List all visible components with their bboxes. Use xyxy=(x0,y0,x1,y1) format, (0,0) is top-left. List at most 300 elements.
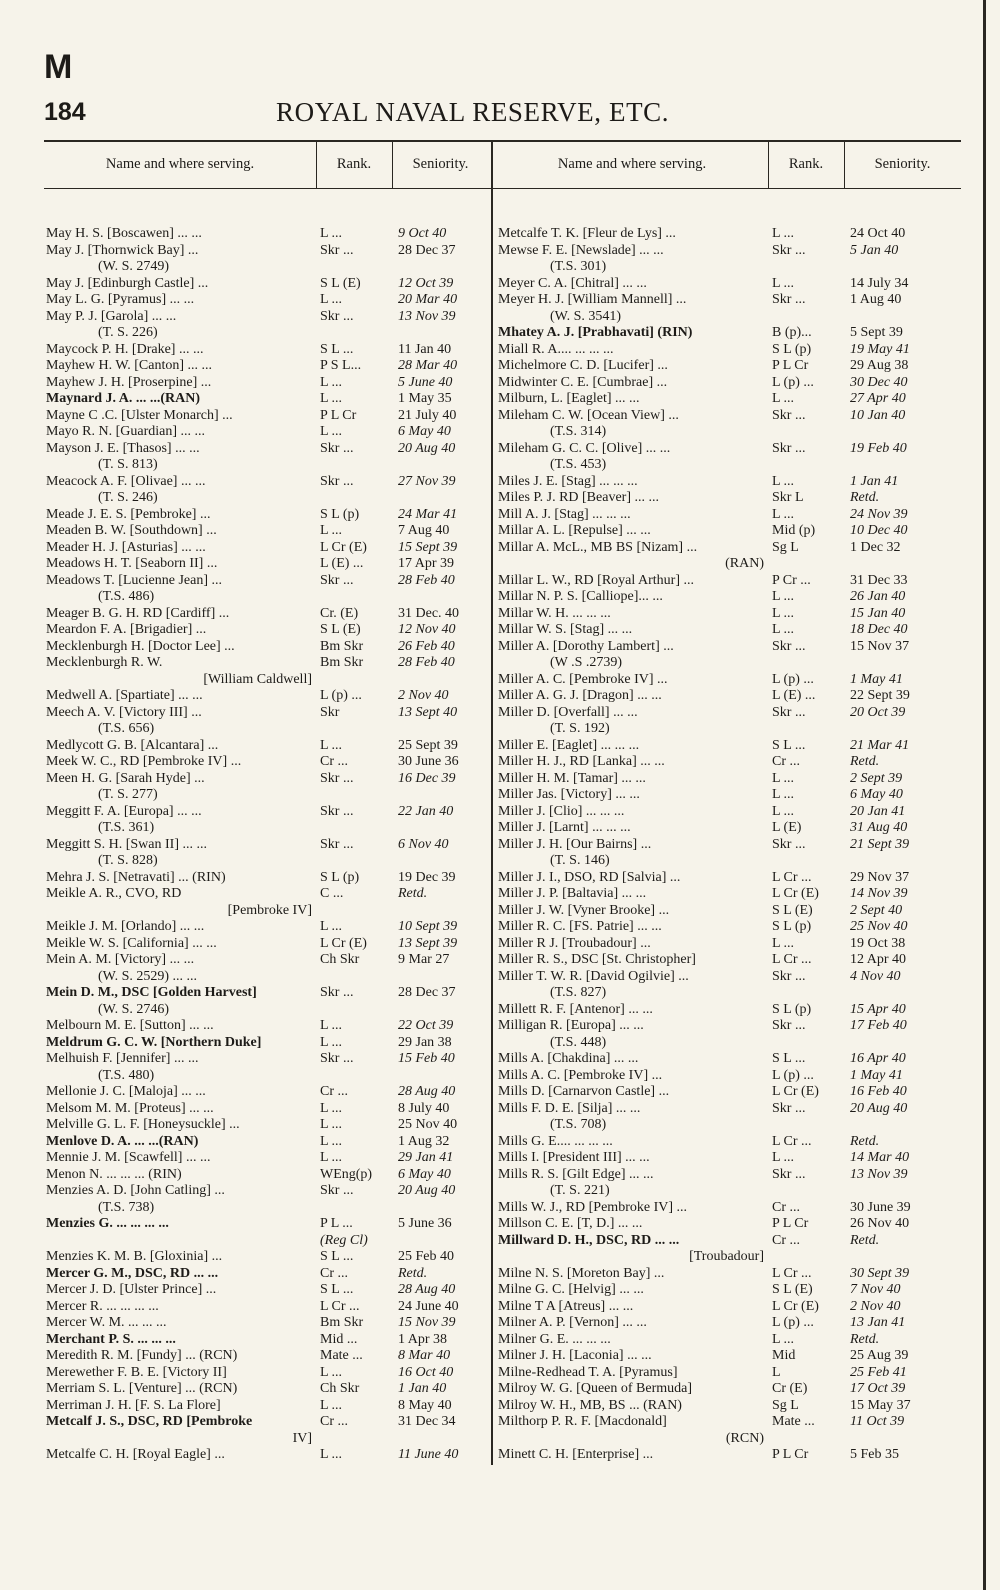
entry-name: May H. S. [Boscawen] ... ... xyxy=(46,226,202,241)
entry-seniority: 15 Apr 40 xyxy=(850,1001,906,1017)
entry-rank: L ... xyxy=(772,787,795,802)
entry-name: Millett R. F. [Antenor] ... ... xyxy=(498,1001,653,1017)
entry-name: Meech A. V. [Victory III] ... xyxy=(46,704,202,720)
entry-name: Mecklenburgh R. W. xyxy=(46,655,163,670)
list-item xyxy=(496,622,961,639)
entry-rank: Ch Skr xyxy=(320,1381,360,1396)
entry-name: Millar W. H. ... ... ... xyxy=(498,605,611,621)
entry-name: Menlove D. A. ... ...(RAN) xyxy=(46,1133,199,1149)
entry-seniority: 17 Apr 39 xyxy=(398,556,454,571)
entry-name: Milroy W. H., MB, BS ... (RAN) xyxy=(498,1397,682,1413)
entry-name: Meredith R. M. [Fundy] ... (RCN) xyxy=(46,1348,238,1363)
list-item xyxy=(44,1282,489,1299)
entry-rank: L ... xyxy=(320,391,343,406)
entry-seniority: 29 Nov 37 xyxy=(850,869,910,885)
entry-name: Mileham C. W. [Ocean View] ... xyxy=(498,407,679,423)
entry-name: Meikle J. M. [Orlando] ... ... xyxy=(46,919,205,934)
list-item xyxy=(496,1117,961,1134)
entry-seniority: 15 Sept 39 xyxy=(398,539,458,555)
entry-name: (T. S. 146) xyxy=(550,853,610,868)
entry-seniority: 15 May 37 xyxy=(850,1397,911,1413)
entry-rank: Cr ... xyxy=(320,1084,348,1099)
list-item xyxy=(44,1233,489,1250)
entry-seniority: 30 June 39 xyxy=(850,1199,911,1215)
list-item xyxy=(44,1315,489,1332)
page-title: ROYAL NAVAL RESERVE, ETC. xyxy=(276,97,670,127)
entry-name: Menzies K. M. B. [Gloxinia] ... xyxy=(46,1249,223,1264)
entry-name: (W. S. 2529) ... ... xyxy=(98,968,198,984)
entry-seniority: Retd. xyxy=(850,1133,880,1149)
entry-name: (W. S. 2749) xyxy=(98,259,170,274)
list-item xyxy=(44,226,489,243)
entry-rank: L ... xyxy=(772,506,795,522)
entry-rank: Skr ... xyxy=(320,1051,354,1066)
entry-rank: L ... xyxy=(772,605,795,621)
entry-rank: Skr ... xyxy=(772,440,806,456)
entry-rank: P S L... xyxy=(320,358,362,373)
list-item xyxy=(44,1216,489,1233)
right-column xyxy=(496,140,961,1465)
right-entries xyxy=(496,226,961,1464)
list-item xyxy=(44,688,489,705)
entry-rank: S L (p) xyxy=(320,506,360,522)
entry-name: Milroy W. G. [Queen of Bermuda] xyxy=(498,1381,693,1396)
list-item xyxy=(44,787,489,804)
list-item xyxy=(496,1249,961,1266)
entry-seniority: 25 Feb 40 xyxy=(398,1249,454,1264)
entry-seniority: 11 Oct 39 xyxy=(850,1414,905,1429)
list-item xyxy=(44,243,489,260)
entry-name: Millson C. E. [T, D.] ... ... xyxy=(498,1216,643,1231)
entry-seniority: 5 Feb 35 xyxy=(850,1447,899,1462)
entry-seniority: 28 Mar 40 xyxy=(398,358,458,373)
entry-name: Miles P. J. RD [Beaver] ... ... xyxy=(498,490,659,505)
entry-seniority: 18 Dec 40 xyxy=(850,622,908,637)
entry-rank: L Cr ... xyxy=(320,1298,360,1314)
entry-rank: S L ... xyxy=(772,737,806,753)
entry-name: Milne G. C. [Helvig] ... ... xyxy=(498,1282,644,1297)
entry-rank: Skr ... xyxy=(772,968,806,984)
entry-name: (T. S. 246) xyxy=(98,490,158,505)
list-item xyxy=(44,1200,489,1217)
entry-rank: Mid ... xyxy=(320,1331,358,1347)
entry-name: Meyer C. A. [Chitral] ... ... xyxy=(498,275,647,291)
entry-name: Meadows H. T. [Seaborn II] ... xyxy=(46,556,218,571)
entry-name: Menzies A. D. [John Catling] ... xyxy=(46,1183,225,1198)
entry-name: (RCN) xyxy=(725,1430,764,1446)
entry-name: Melbourn M. E. [Sutton] ... ... xyxy=(46,1018,214,1033)
list-item xyxy=(496,1447,961,1464)
entry-name: Miller J. [Larnt] ... ... ... xyxy=(498,820,631,835)
list-item xyxy=(496,721,961,738)
entry-name: Midwinter C. E. [Cumbrae] ... xyxy=(498,374,668,390)
list-item xyxy=(496,1018,961,1035)
list-item xyxy=(496,573,961,590)
entry-seniority: 14 July 34 xyxy=(850,275,909,291)
list-item xyxy=(496,474,961,491)
entry-rank: L Cr (E) xyxy=(772,1084,819,1099)
entry-name: Meggitt S. H. [Swan II] ... ... xyxy=(46,836,207,852)
entry-rank: L ... xyxy=(320,1133,343,1149)
entry-name: Meardon F. A. [Brigadier] ... xyxy=(46,622,207,637)
list-item xyxy=(44,259,489,276)
entry-seniority: 12 Nov 40 xyxy=(398,622,456,637)
entry-name: (W. S. 2746) xyxy=(98,1001,170,1017)
entry-seniority: 28 Feb 40 xyxy=(398,655,455,670)
entry-name: Maycock P. H. [Drake] ... ... xyxy=(46,341,204,357)
list-item xyxy=(44,804,489,821)
list-item xyxy=(44,622,489,639)
entry-name: (T.S. 656) xyxy=(98,721,155,736)
entry-rank: L (E) ... xyxy=(320,556,364,571)
entry-seniority: 26 Feb 40 xyxy=(398,638,455,654)
entry-seniority: 20 Mar 40 xyxy=(398,292,458,307)
entry-seniority: 24 Nov 39 xyxy=(850,506,908,522)
entry-rank: L Cr (E) xyxy=(320,935,367,951)
list-item xyxy=(496,507,961,524)
entry-rank: Mate ... xyxy=(772,1414,815,1429)
entry-name: (T.S. 708) xyxy=(550,1117,607,1132)
entry-seniority: 20 Jan 41 xyxy=(850,803,906,819)
entry-name: Miller D. [Overfall] ... ... xyxy=(498,704,638,720)
entry-name: (T.S. 448) xyxy=(550,1034,607,1050)
entry-name: Milne T A [Atreus] ... ... xyxy=(498,1298,634,1314)
list-item xyxy=(496,1282,961,1299)
list-item xyxy=(44,325,489,342)
list-item xyxy=(44,919,489,936)
entry-seniority: 1 Jan 41 xyxy=(850,473,899,489)
list-item xyxy=(44,441,489,458)
entry-seniority: 24 June 40 xyxy=(398,1298,459,1314)
list-item xyxy=(44,424,489,441)
list-item xyxy=(496,1051,961,1068)
entry-name: Meacock A. F. [Olivae] ... ... xyxy=(46,473,206,489)
list-item xyxy=(496,556,961,573)
entry-rank: Skr ... xyxy=(772,704,806,720)
entry-seniority: 11 Jan 40 xyxy=(398,341,452,357)
entry-name: Miller E. [Eaglet] ... ... ... xyxy=(498,737,640,753)
entry-rank: P L Cr xyxy=(772,1216,809,1231)
entry-rank: Skr ... xyxy=(772,1100,806,1116)
entry-name: Millar N. P. S. [Calliope]... ... xyxy=(498,589,663,604)
list-item xyxy=(44,342,489,359)
entry-seniority: 21 Mar 41 xyxy=(850,737,910,753)
entry-seniority: 28 Feb 40 xyxy=(398,572,455,588)
entry-seniority: 20 Oct 39 xyxy=(850,704,906,720)
entry-rank: S L ... xyxy=(320,341,354,357)
entry-seniority: 31 Dec 34 xyxy=(398,1414,456,1429)
entry-name: Melsom M. M. [Proteus] ... ... xyxy=(46,1100,214,1116)
entry-seniority: 31 Dec 33 xyxy=(850,572,908,588)
entry-rank: S L (E) xyxy=(320,622,361,637)
entry-seniority: 21 July 40 xyxy=(398,407,457,423)
entry-seniority: 29 Jan 41 xyxy=(398,1150,454,1165)
entry-name: Milner A. P. [Vernon] ... ... xyxy=(498,1315,647,1330)
entry-seniority: 26 Jan 40 xyxy=(850,589,906,604)
list-item xyxy=(44,1249,489,1266)
entry-name: (T. S. 221) xyxy=(550,1183,610,1198)
list-item xyxy=(496,1183,961,1200)
entry-name: Miller J. I., DSO, RD [Salvia] ... xyxy=(498,869,681,885)
entry-name: Metcalfe T. K. [Fleur de Lys] ... xyxy=(498,226,676,241)
list-item xyxy=(44,1365,489,1382)
entry-rank: Skr ... xyxy=(320,803,354,819)
entry-seniority: 17 Feb 40 xyxy=(850,1018,907,1033)
list-item xyxy=(44,292,489,309)
entry-rank: L ... xyxy=(320,374,343,390)
entry-name: (T.S. 480) xyxy=(98,1067,155,1083)
entry-seniority: 7 Aug 40 xyxy=(398,523,450,538)
entry-seniority: 1 Apr 38 xyxy=(398,1331,447,1347)
entry-rank: L ... xyxy=(320,1397,343,1413)
list-item xyxy=(496,820,961,837)
list-item xyxy=(44,1002,489,1019)
entry-seniority: 24 Mar 41 xyxy=(398,506,458,522)
entry-name: Millar L. W., RD [Royal Arthur] ... xyxy=(498,572,694,588)
entry-seniority: 22 Oct 39 xyxy=(398,1018,454,1033)
entry-seniority: 6 May 40 xyxy=(398,424,451,439)
entry-seniority: 11 June 40 xyxy=(398,1447,459,1462)
list-item xyxy=(496,441,961,458)
entry-name: Metcalfe C. H. [Royal Eagle] ... xyxy=(46,1447,225,1462)
entry-seniority: 5 Jan 40 xyxy=(850,242,899,258)
list-item xyxy=(44,1150,489,1167)
entry-seniority: 28 Aug 40 xyxy=(398,1084,456,1099)
list-item xyxy=(496,969,961,986)
list-item xyxy=(44,738,489,755)
entry-name: Meikle W. S. [California] ... ... xyxy=(46,935,217,951)
entry-seniority: 19 Oct 38 xyxy=(850,935,906,951)
entry-rank: L Cr ... xyxy=(772,1133,812,1149)
entry-name: Milne N. S. [Moreton Bay] ... xyxy=(498,1265,665,1281)
entry-name: Millar W. S. [Stag] ... ... xyxy=(498,622,633,637)
entry-rank: Mate ... xyxy=(320,1348,363,1363)
entry-seniority: 2 Nov 40 xyxy=(850,1298,901,1314)
entry-seniority: 25 Aug 39 xyxy=(850,1348,909,1363)
entry-name: IV] xyxy=(292,1430,312,1446)
entry-seniority: 1 Aug 32 xyxy=(398,1133,450,1149)
list-item xyxy=(44,655,489,672)
list-item xyxy=(44,276,489,293)
entry-name: Mayhew H. W. [Canton] ... ... xyxy=(46,358,213,373)
seniority-header: Seniority. xyxy=(412,155,469,172)
list-item xyxy=(44,507,489,524)
list-item xyxy=(496,1084,961,1101)
entry-name: Meader H. J. [Asturias] ... ... xyxy=(46,539,206,555)
entry-rank: Skr ... xyxy=(320,308,354,324)
list-item xyxy=(496,1068,961,1085)
list-item xyxy=(496,853,961,870)
entry-name: [Troubadour] xyxy=(689,1249,764,1264)
list-item xyxy=(496,408,961,425)
entry-rank: Cr ... xyxy=(772,754,800,769)
list-item xyxy=(496,1266,961,1283)
entry-rank: L (p) ... xyxy=(772,671,814,687)
list-item xyxy=(496,606,961,623)
entry-seniority: 25 Nov 40 xyxy=(398,1117,458,1132)
entry-rank: P L Cr xyxy=(320,407,357,423)
entry-name: Metcalf J. S., DSC, RD [Pembroke xyxy=(46,1414,253,1429)
entry-seniority: Retd. xyxy=(398,1265,428,1281)
entry-name: Merchant P. S. ... ... ... xyxy=(46,1331,176,1347)
entry-name: Mayo R. N. [Guardian] ... ... xyxy=(46,424,206,439)
entry-seniority: 10 Jan 40 xyxy=(850,407,906,423)
entry-rank: Skr ... xyxy=(772,292,806,307)
entry-seniority: 14 Nov 39 xyxy=(850,886,908,901)
list-item xyxy=(496,325,961,342)
entry-name: May J. [Thornwick Bay] ... xyxy=(46,242,199,258)
entry-name: Miller J. [Clio] ... ... ... xyxy=(498,803,625,819)
entry-name: May L. G. [Pyramus] ... ... xyxy=(46,292,195,307)
entry-name: Milburn, L. [Eaglet] ... ... xyxy=(498,391,640,406)
entry-seniority: 25 Feb 41 xyxy=(850,1364,907,1380)
entry-seniority: 30 June 36 xyxy=(398,754,459,769)
list-item xyxy=(496,688,961,705)
entry-seniority: 14 Mar 40 xyxy=(850,1150,910,1165)
entry-seniority: 15 Nov 37 xyxy=(850,638,910,654)
entry-rank: L ... xyxy=(320,1100,343,1116)
entry-seniority: 2 Nov 40 xyxy=(398,688,449,703)
list-item xyxy=(44,589,489,606)
entry-rank: Sg L xyxy=(772,1397,799,1413)
entry-seniority: Retd. xyxy=(850,1232,880,1248)
entry-rank: L Cr (E) xyxy=(772,1298,819,1314)
entry-name: Miller J. P. [Baltavia] ... ... xyxy=(498,886,647,901)
list-item xyxy=(496,936,961,953)
entry-name: Mileham G. C. C. [Olive] ... ... xyxy=(498,440,671,456)
entry-seniority: 20 Aug 40 xyxy=(398,440,456,456)
entry-rank: L ... xyxy=(320,919,343,934)
entry-rank: L ... xyxy=(772,275,795,291)
list-item xyxy=(496,837,961,854)
list-item xyxy=(496,771,961,788)
list-item xyxy=(496,226,961,243)
entry-rank: L (p) ... xyxy=(772,1315,814,1330)
entry-rank: L ... xyxy=(320,523,343,538)
entry-name: Mhatey A. J. [Prabhavati] (RIN) xyxy=(498,325,693,340)
list-item xyxy=(496,1167,961,1184)
entry-seniority: 19 Feb 40 xyxy=(850,440,907,456)
entry-rank: Cr ... xyxy=(320,1414,348,1429)
entry-rank: L ... xyxy=(772,391,795,406)
entry-name: (T.S. 486) xyxy=(98,589,155,604)
list-item xyxy=(44,705,489,722)
entry-name: Millward D. H., DSC, RD ... ... xyxy=(498,1232,680,1248)
entry-name: (T. S. 192) xyxy=(550,721,610,736)
entry-name: Meen H. G. [Sarah Hyde] ... xyxy=(46,770,205,786)
list-item xyxy=(496,309,961,326)
entry-rank: Skr ... xyxy=(320,242,354,258)
entry-rank: Bm Skr xyxy=(320,1315,364,1330)
entry-name: Mill A. J. [Stag] ... ... ... xyxy=(498,506,631,522)
list-item xyxy=(496,259,961,276)
list-item xyxy=(496,672,961,689)
entry-rank: L Cr ... xyxy=(772,1265,812,1281)
entry-rank: Skr ... xyxy=(772,836,806,852)
list-item xyxy=(44,1167,489,1184)
entry-name: Menon N. ... ... ... (RIN) xyxy=(46,1166,182,1182)
entry-name: (T.S. 827) xyxy=(550,985,607,1000)
list-item xyxy=(44,1381,489,1398)
list-item xyxy=(496,292,961,309)
list-item xyxy=(496,1414,961,1431)
entry-rank: Skr ... xyxy=(772,1166,806,1182)
entry-rank: L (E) ... xyxy=(772,688,816,703)
entry-name: Miller R. S., DSC [St. Christopher] xyxy=(498,952,696,967)
entry-rank: Skr xyxy=(320,704,340,720)
entry-name: Medlycott G. B. [Alcantara] ... xyxy=(46,737,219,753)
entry-rank: P L ... xyxy=(320,1216,353,1231)
list-item xyxy=(496,457,961,474)
list-item xyxy=(44,886,489,903)
entry-seniority: 1 May 35 xyxy=(398,391,452,406)
list-item xyxy=(44,870,489,887)
entry-name: Miller J. W. [Vyner Brooke] ... xyxy=(498,902,670,918)
entry-name: (T. S. 277) xyxy=(98,787,158,802)
entry-seniority: 31 Aug 40 xyxy=(850,820,908,835)
entry-name: Milligan R. [Europa] ... ... xyxy=(498,1018,644,1033)
entry-rank: S L (p) xyxy=(772,919,812,934)
entry-name: Medwell A. [Spartiate] ... ... xyxy=(46,688,203,703)
list-item xyxy=(44,1084,489,1101)
list-item xyxy=(44,1398,489,1415)
entry-name: Mills A. [Chakdina] ... ... xyxy=(498,1051,639,1066)
entry-seniority: 15 Feb 40 xyxy=(398,1051,455,1066)
entry-rank: C ... xyxy=(320,886,344,901)
entry-name: Miller H. M. [Tamar] ... ... xyxy=(498,770,646,786)
entry-name: Millar A. McL., MB BS [Nizam] ... xyxy=(498,539,698,555)
entry-seniority: 6 May 40 xyxy=(850,787,903,802)
entry-seniority: 9 Oct 40 xyxy=(398,226,447,241)
list-item xyxy=(44,1299,489,1316)
entry-seniority: 27 Nov 39 xyxy=(398,473,456,489)
list-item xyxy=(496,375,961,392)
entry-name: Mein A. M. [Victory] ... ... xyxy=(46,952,195,967)
list-item xyxy=(496,804,961,821)
list-item xyxy=(496,738,961,755)
entry-rank: Skr ... xyxy=(320,473,354,489)
entry-rank: Skr ... xyxy=(320,440,354,456)
list-item xyxy=(44,820,489,837)
entry-rank: P Cr ... xyxy=(772,572,811,588)
entry-rank: B (p)... xyxy=(772,325,812,340)
entry-name: Meyer H. J. [William Mannell] ... xyxy=(498,292,687,307)
entry-seniority: 5 Sept 39 xyxy=(850,325,903,340)
entry-name: Millar A. L. [Repulse] ... ... xyxy=(498,523,651,538)
entry-name: Miles J. E. [Stag] ... ... ... xyxy=(498,473,638,489)
list-item xyxy=(496,1002,961,1019)
seniority-header: Seniority. xyxy=(874,155,931,172)
entry-seniority: 1 May 41 xyxy=(850,671,903,687)
entry-name: Menzies G. ... ... ... ... xyxy=(46,1216,169,1231)
entry-seniority: 2 Sept 39 xyxy=(850,770,903,786)
list-item xyxy=(44,358,489,375)
list-item xyxy=(44,1266,489,1283)
list-item xyxy=(44,408,489,425)
center-divider xyxy=(491,140,493,1465)
entry-name: Mayson J. E. [Thasos] ... ... xyxy=(46,440,200,456)
entry-rank: Skr ... xyxy=(772,638,806,654)
list-item xyxy=(44,523,489,540)
entry-rank: S L ... xyxy=(320,1282,354,1297)
entry-rank: Mid xyxy=(772,1348,796,1363)
entry-rank: S L (E) xyxy=(772,1282,813,1297)
entry-seniority: Retd. xyxy=(398,886,428,901)
list-item xyxy=(44,639,489,656)
page-edge-line xyxy=(983,0,986,1590)
left-entries xyxy=(44,226,489,1464)
entry-name: Miller R J. [Troubadour] ... xyxy=(498,935,651,951)
